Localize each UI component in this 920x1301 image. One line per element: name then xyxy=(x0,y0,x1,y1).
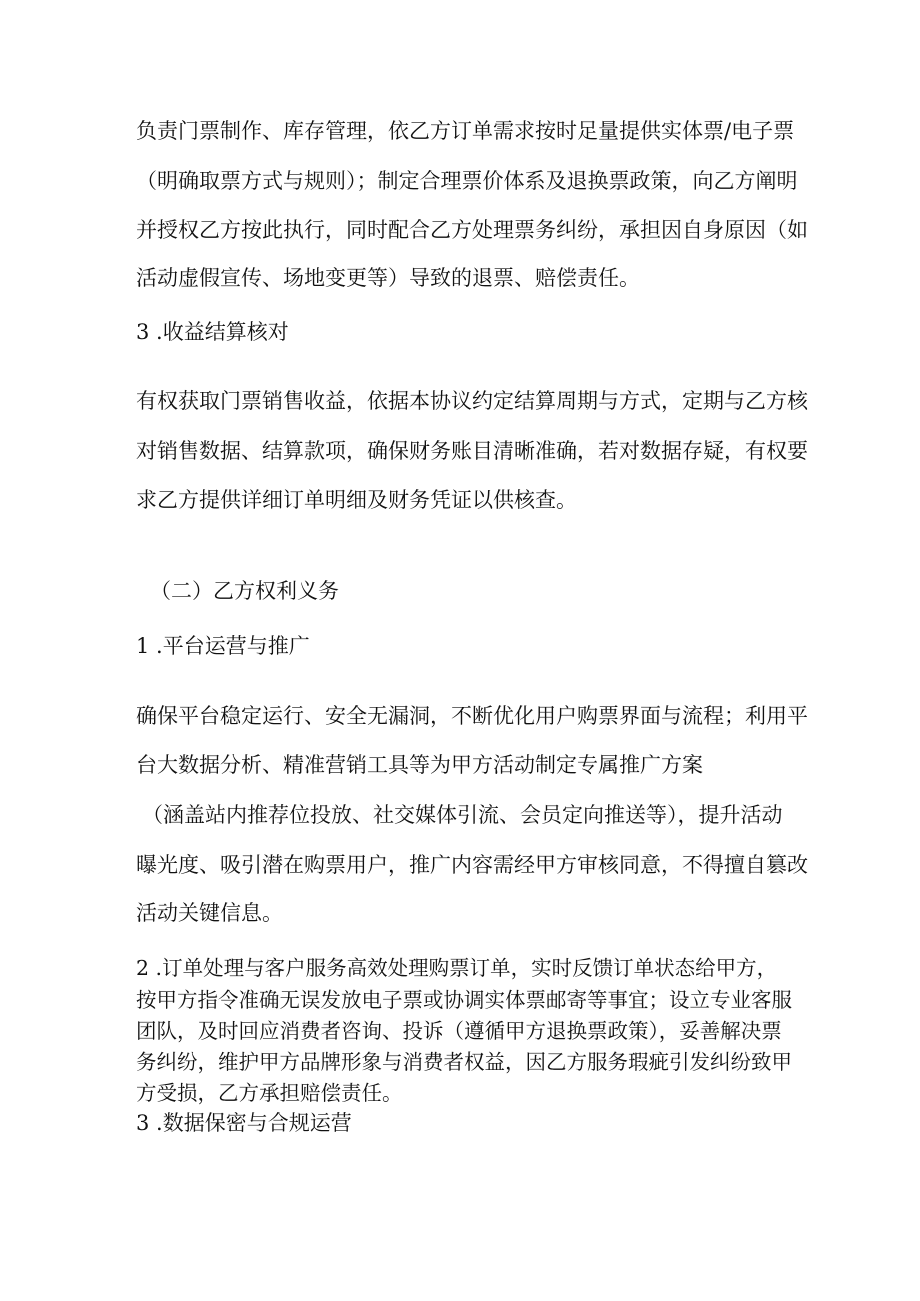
paragraph-line: 台大数据分析、精准营销工具等为甲方活动制定专属推广方案 xyxy=(136,753,703,777)
paragraph-line: 活动关键信息。 xyxy=(136,901,283,925)
section-title-party-b: （二）乙方权利义务 xyxy=(150,579,339,603)
heading-platform-operation: 1 .平台运营与推广 xyxy=(136,634,310,658)
paragraph-line: 曝光度、吸引潜在购票用户，推广内容需经甲方审核同意，不得擅自篡改 xyxy=(136,853,808,877)
paragraph-line: （涵盖站内推荐位投放、社交媒体引流、会员定向推送等），提升活动 xyxy=(142,803,783,827)
paragraph-line: 对销售数据、结算款项，确保财务账目清晰准确，若对数据存疑，有权要 xyxy=(136,439,808,463)
paragraph-line: 务纠纷，维护甲方品牌形象与消费者权益，因乙方服务瑕疵引发纠纷致甲 xyxy=(136,1050,792,1074)
paragraph-line: 团队，及时回应消费者咨询、投诉（遵循甲方退换票政策），妥善解决票 xyxy=(136,1019,782,1043)
paragraph-line: 活动虚假宣传、场地变更等）导致的退票、赔偿责任。 xyxy=(136,266,640,290)
paragraph-line: 按甲方指令准确无误发放电子票或协调实体票邮寄等事宜；设立专业客服 xyxy=(136,988,792,1012)
heading-revenue-settlement: 3 .收益结算核对 xyxy=(136,320,289,344)
paragraph-line: 求乙方提供详细订单明细及财务凭证以供核查。 xyxy=(136,488,577,512)
paragraph-line: 并授权乙方按此执行，同时配合乙方处理票务纠纷，承担因自身原因（如 xyxy=(136,218,808,242)
heading-data-confidentiality: 3 .数据保密与合规运营 xyxy=(136,1111,352,1135)
paragraph-line: 方受损，乙方承担赔偿责任。 xyxy=(136,1081,403,1105)
paragraph-line: （明确取票方式与规则）；制定合理票价体系及退换票政策，向乙方阐明 xyxy=(136,169,798,193)
paragraph-line: 确保平台稳定运行、安全无漏洞，不断优化用户购票界面与流程；利用平 xyxy=(136,704,808,728)
paragraph-line: 负责门票制作、库存管理，依乙方订单需求按时足量提供实体票/电子票 xyxy=(136,119,795,143)
paragraph-line: 有权获取门票销售收益，依据本协议约定结算周期与方式，定期与乙方核 xyxy=(136,389,808,413)
paragraph-line: 2 .订单处理与客户服务高效处理购票订单，实时反馈订单状态给甲方， xyxy=(136,956,778,980)
